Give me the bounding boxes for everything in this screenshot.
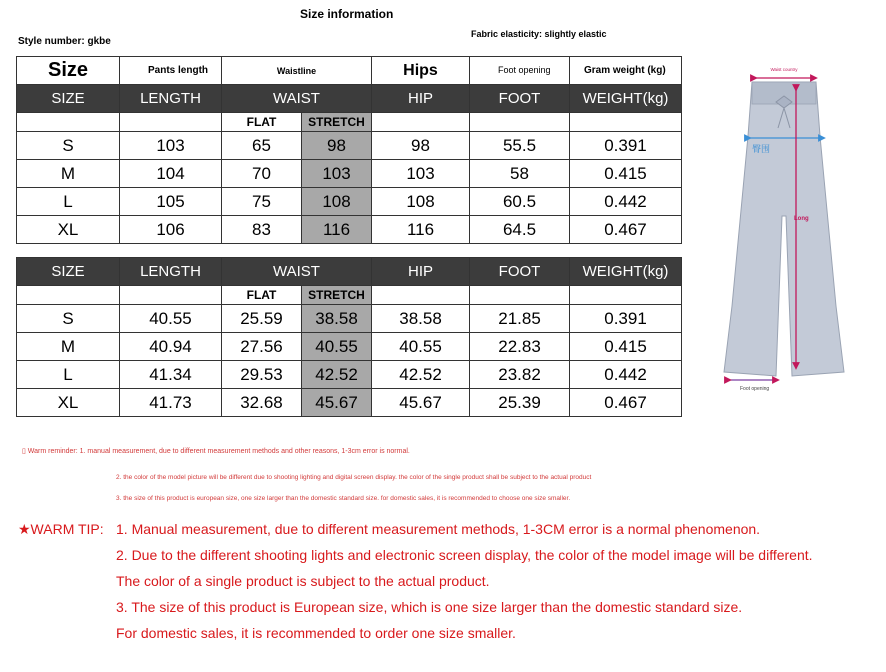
- size-table-inch: [16, 257, 682, 417]
- col-weight: WEIGHT(kg): [570, 85, 682, 113]
- style-number: Style number: gkbe: [18, 36, 111, 47]
- cell-weight: 0.391: [570, 132, 682, 160]
- hip-label: 臀围: [752, 145, 771, 155]
- col-hip: HIP: [372, 85, 470, 113]
- cell-waist-flat: 25.59: [222, 305, 302, 333]
- cell-hip: 42.52: [372, 361, 470, 389]
- title-size: Size: [17, 57, 120, 85]
- sub-blank: [17, 113, 120, 132]
- sub-blank: [470, 113, 570, 132]
- cell-waist-flat: 29.53: [222, 361, 302, 389]
- title-foot-opening: Foot opening: [470, 57, 570, 85]
- cell-length: 41.34: [120, 361, 222, 389]
- col-length: LENGTH: [120, 258, 222, 286]
- warm-tip-line-1: 1. Manual measurement, due to different measurement methods, 1-3CM error is a normal phenomenon.: [116, 521, 761, 537]
- header-row: [17, 258, 682, 286]
- cell-weight: 0.415: [570, 333, 682, 361]
- col-hip: HIP: [372, 258, 470, 286]
- title-waistline: Waistline: [222, 57, 372, 85]
- table-row: [17, 333, 682, 361]
- cell-waist-stretch: 45.67: [302, 389, 372, 417]
- sub-blank: [17, 286, 120, 305]
- warm-tip-line-4: 3. The size of this product is European size, which is one size larger than the domestic standard size.: [116, 599, 743, 615]
- header-row: [17, 85, 682, 113]
- cell-size: M: [17, 160, 120, 188]
- cell-weight: 0.467: [570, 389, 682, 417]
- cell-foot: 64.5: [470, 216, 570, 244]
- cell-waist-flat: 83: [222, 216, 302, 244]
- col-weight: WEIGHT(kg): [570, 258, 682, 286]
- cell-length: 103: [120, 132, 222, 160]
- cell-length: 105: [120, 188, 222, 216]
- table-row: [17, 188, 682, 216]
- warm-tip-line-2: 2. Due to the different shooting lights and electronic screen display, the color of the model image will be different.: [116, 547, 813, 563]
- cell-length: 106: [120, 216, 222, 244]
- title-row: [17, 57, 682, 85]
- col-foot: FOOT: [470, 258, 570, 286]
- page-title: Size information: [300, 7, 394, 21]
- col-length: LENGTH: [120, 85, 222, 113]
- sub-blank: [120, 113, 222, 132]
- warm-reminder-note-3: 3. the size of this product is european size, one size larger than the domestic standard size. for domestic sales, it is recommended to choose one size smaller.: [116, 495, 571, 502]
- cell-size: XL: [17, 216, 120, 244]
- table-row: [17, 389, 682, 417]
- cell-weight: 0.391: [570, 305, 682, 333]
- cell-hip: 40.55: [372, 333, 470, 361]
- sub-blank: [372, 286, 470, 305]
- table-row: [17, 361, 682, 389]
- cell-foot: 21.85: [470, 305, 570, 333]
- title-pants-length: Pants length: [120, 57, 222, 85]
- length-label: Long: [794, 216, 809, 222]
- subheader-row: [17, 113, 682, 132]
- warm-reminder-note-1: ▯ Warm reminder: 1. manual measurement, due to different measurement methods and other reasons, 1-3cm error is normal.: [22, 448, 410, 455]
- cell-size: L: [17, 188, 120, 216]
- warm-tip-line-3: The color of a single product is subject to the actual product.: [116, 573, 490, 589]
- subheader-row: [17, 286, 682, 305]
- cell-hip: 45.67: [372, 389, 470, 417]
- size-table-cm: [16, 56, 682, 244]
- sub-stretch: STRETCH: [302, 113, 372, 132]
- cell-waist-stretch: 98: [302, 132, 372, 160]
- cell-length: 40.94: [120, 333, 222, 361]
- sub-blank: [570, 113, 682, 132]
- cell-waist-flat: 75: [222, 188, 302, 216]
- cell-hip: 38.58: [372, 305, 470, 333]
- cell-waist-stretch: 108: [302, 188, 372, 216]
- cell-weight: 0.442: [570, 361, 682, 389]
- pants-shape: [724, 82, 844, 376]
- cell-waist-stretch: 42.52: [302, 361, 372, 389]
- col-size: SIZE: [17, 85, 120, 113]
- warm-reminder-note-2: 2. the color of the model picture will be different due to shooting lighting and digital screen display. the color of the single product shall be subject to the actual product: [116, 474, 592, 481]
- warm-tip-line-5: For domestic sales, it is recommended to order one size smaller.: [116, 625, 516, 641]
- col-waist: WAIST: [222, 258, 372, 286]
- cell-foot: 22.83: [470, 333, 570, 361]
- sub-stretch: STRETCH: [302, 286, 372, 305]
- cell-weight: 0.467: [570, 216, 682, 244]
- title-gram-weight: Gram weight (kg): [570, 57, 682, 85]
- cell-hip: 98: [372, 132, 470, 160]
- cell-weight: 0.442: [570, 188, 682, 216]
- title-hips: Hips: [372, 57, 470, 85]
- col-foot: FOOT: [470, 85, 570, 113]
- cell-waist-stretch: 38.58: [302, 305, 372, 333]
- sub-blank: [470, 286, 570, 305]
- col-size: SIZE: [17, 258, 120, 286]
- cell-foot: 60.5: [470, 188, 570, 216]
- table-row: [17, 132, 682, 160]
- cell-size: S: [17, 305, 120, 333]
- col-waist: WAIST: [222, 85, 372, 113]
- cell-foot: 58: [470, 160, 570, 188]
- sub-flat: FLAT: [222, 113, 302, 132]
- cell-waist-flat: 70: [222, 160, 302, 188]
- cell-waist-stretch: 103: [302, 160, 372, 188]
- cell-waist-flat: 27.56: [222, 333, 302, 361]
- pants-diagram: [718, 66, 852, 384]
- warm-tip-label: ★WARM TIP:: [18, 521, 104, 537]
- cell-hip: 116: [372, 216, 470, 244]
- sub-blank: [120, 286, 222, 305]
- cell-length: 104: [120, 160, 222, 188]
- cell-size: M: [17, 333, 120, 361]
- table-row: [17, 305, 682, 333]
- cell-waist-stretch: 40.55: [302, 333, 372, 361]
- cell-length: 40.55: [120, 305, 222, 333]
- table-row: [17, 160, 682, 188]
- cell-waist-flat: 65: [222, 132, 302, 160]
- cell-foot: 55.5: [470, 132, 570, 160]
- sub-blank: [372, 113, 470, 132]
- cell-hip: 108: [372, 188, 470, 216]
- foot-opening-label: Foot opening: [740, 386, 770, 392]
- table-row: [17, 216, 682, 244]
- cell-foot: 25.39: [470, 389, 570, 417]
- cell-waist-stretch: 116: [302, 216, 372, 244]
- cell-size: L: [17, 361, 120, 389]
- cell-size: S: [17, 132, 120, 160]
- cell-hip: 103: [372, 160, 470, 188]
- waist-label: Waist country: [770, 67, 798, 72]
- cell-size: XL: [17, 389, 120, 417]
- cell-weight: 0.415: [570, 160, 682, 188]
- fabric-elasticity: Fabric elasticity: slightly elastic: [471, 29, 607, 39]
- cell-length: 41.73: [120, 389, 222, 417]
- cell-foot: 23.82: [470, 361, 570, 389]
- cell-waist-flat: 32.68: [222, 389, 302, 417]
- sub-blank: [570, 286, 682, 305]
- sub-flat: FLAT: [222, 286, 302, 305]
